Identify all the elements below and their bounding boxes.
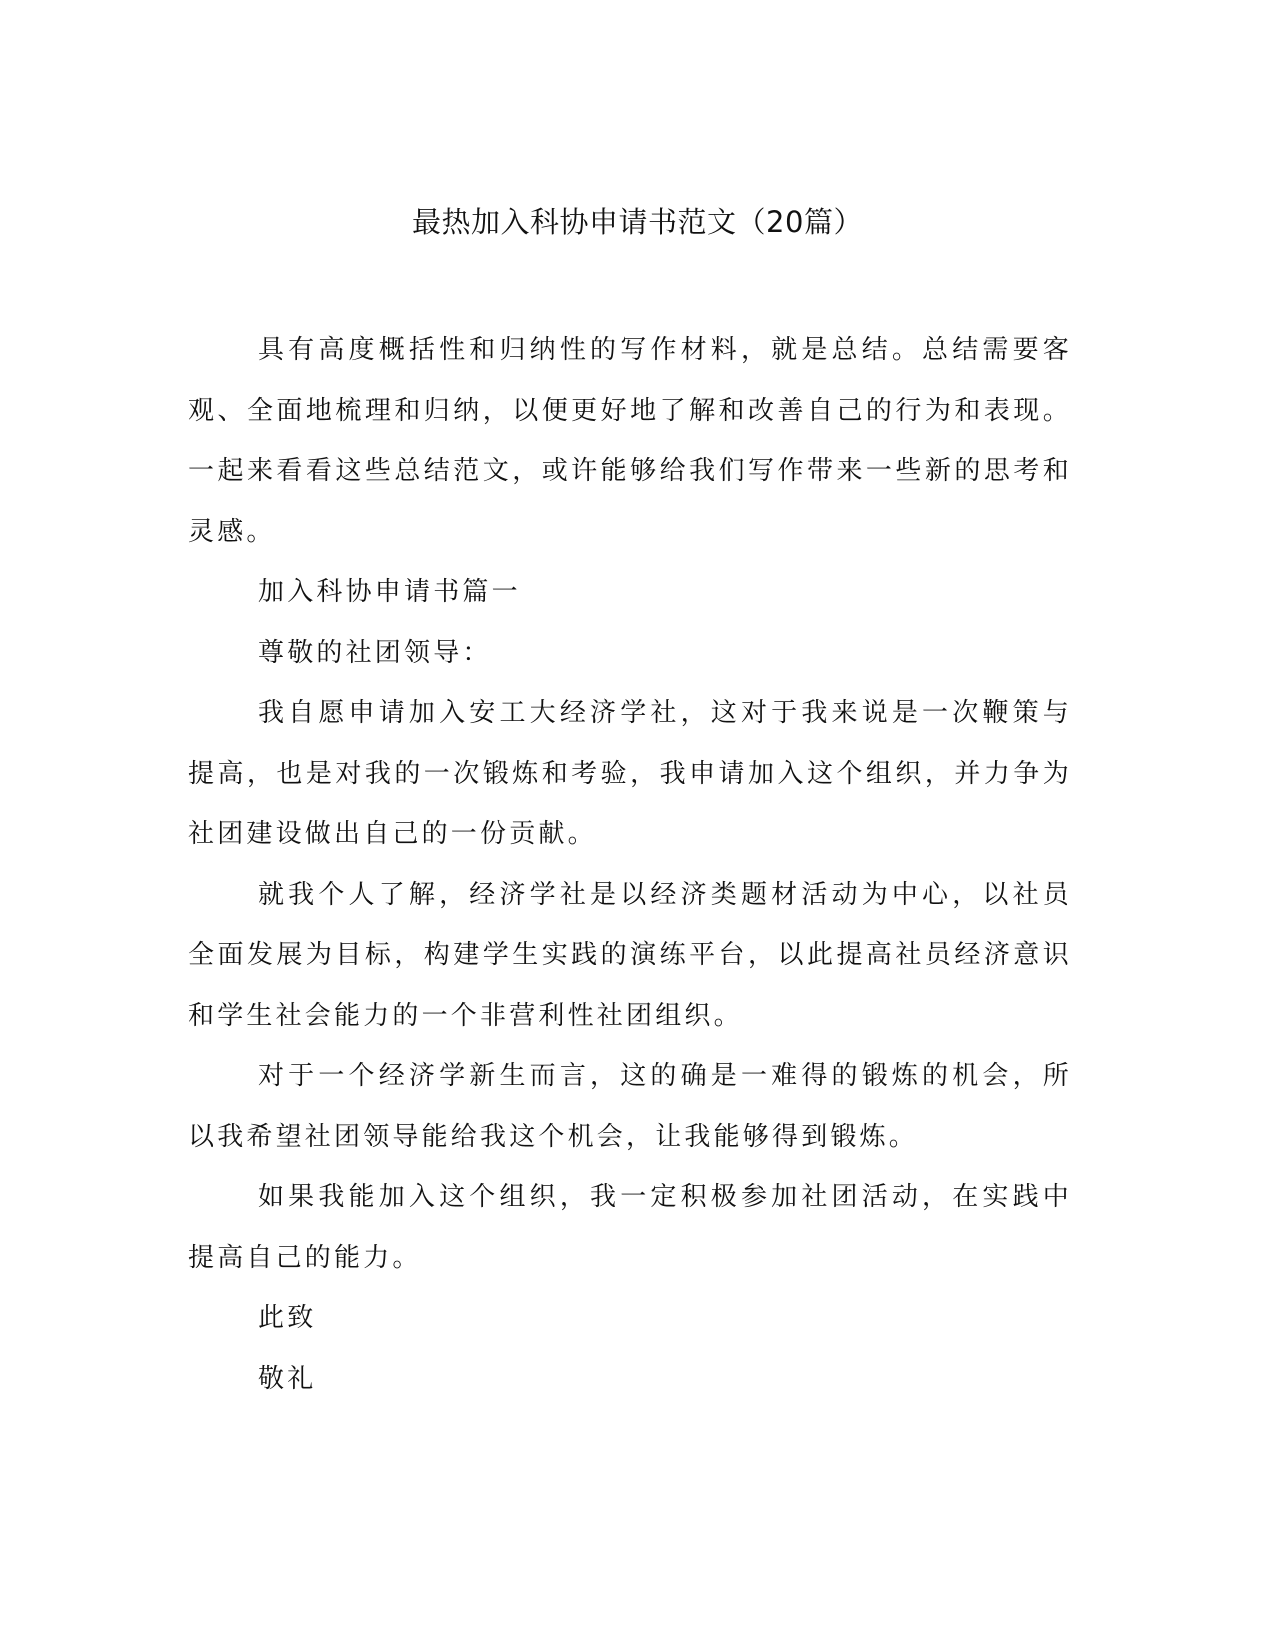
document-title: 最热加入科协申请书范文（20篇） xyxy=(412,205,863,239)
body-paragraph: 我自愿申请加入安工大经济学社，这对于我来说是一次鞭策与提高，也是对我的一次锻炼和考验，我申请加入这个组织，并力争为社团建设做出自己的一份贡献。 xyxy=(188,698,1072,849)
section-heading: 加入科协申请书篇一 xyxy=(258,577,521,607)
body-paragraph: 如果我能加入这个组织，我一定积极参加社团活动，在实践中提高自己的能力。 xyxy=(188,1182,1072,1273)
body-paragraph: 就我个人了解，经济学社是以经济类题材活动为中心，以社员全面发展为目标，构建学生实践的演练平台，以此提高社员经济意识和学生社会能力的一个非营利性社团组织。 xyxy=(188,879,1072,1031)
closing-line: 此致 xyxy=(258,1303,317,1333)
salutation: 尊敬的社团领导： xyxy=(258,637,492,668)
body-paragraph: 对于一个经济学新生而言，这的确是一难得的锻炼的机会，所以我希望社团领导能给我这个机会，让我能够得到锻炼。 xyxy=(188,1061,1072,1152)
document-body xyxy=(188,320,1072,1409)
closing-line: 敬礼 xyxy=(258,1363,317,1394)
intro-paragraph: 具有高度概括性和归纳性的写作材料，就是总结。总结需要客观、全面地梳理和归纳，以便更好地了解和改善自己的行为和表现。一起来看看这些总结范文，或许能够给我们写作带来一些新的思考和灵感。 xyxy=(188,335,1072,547)
